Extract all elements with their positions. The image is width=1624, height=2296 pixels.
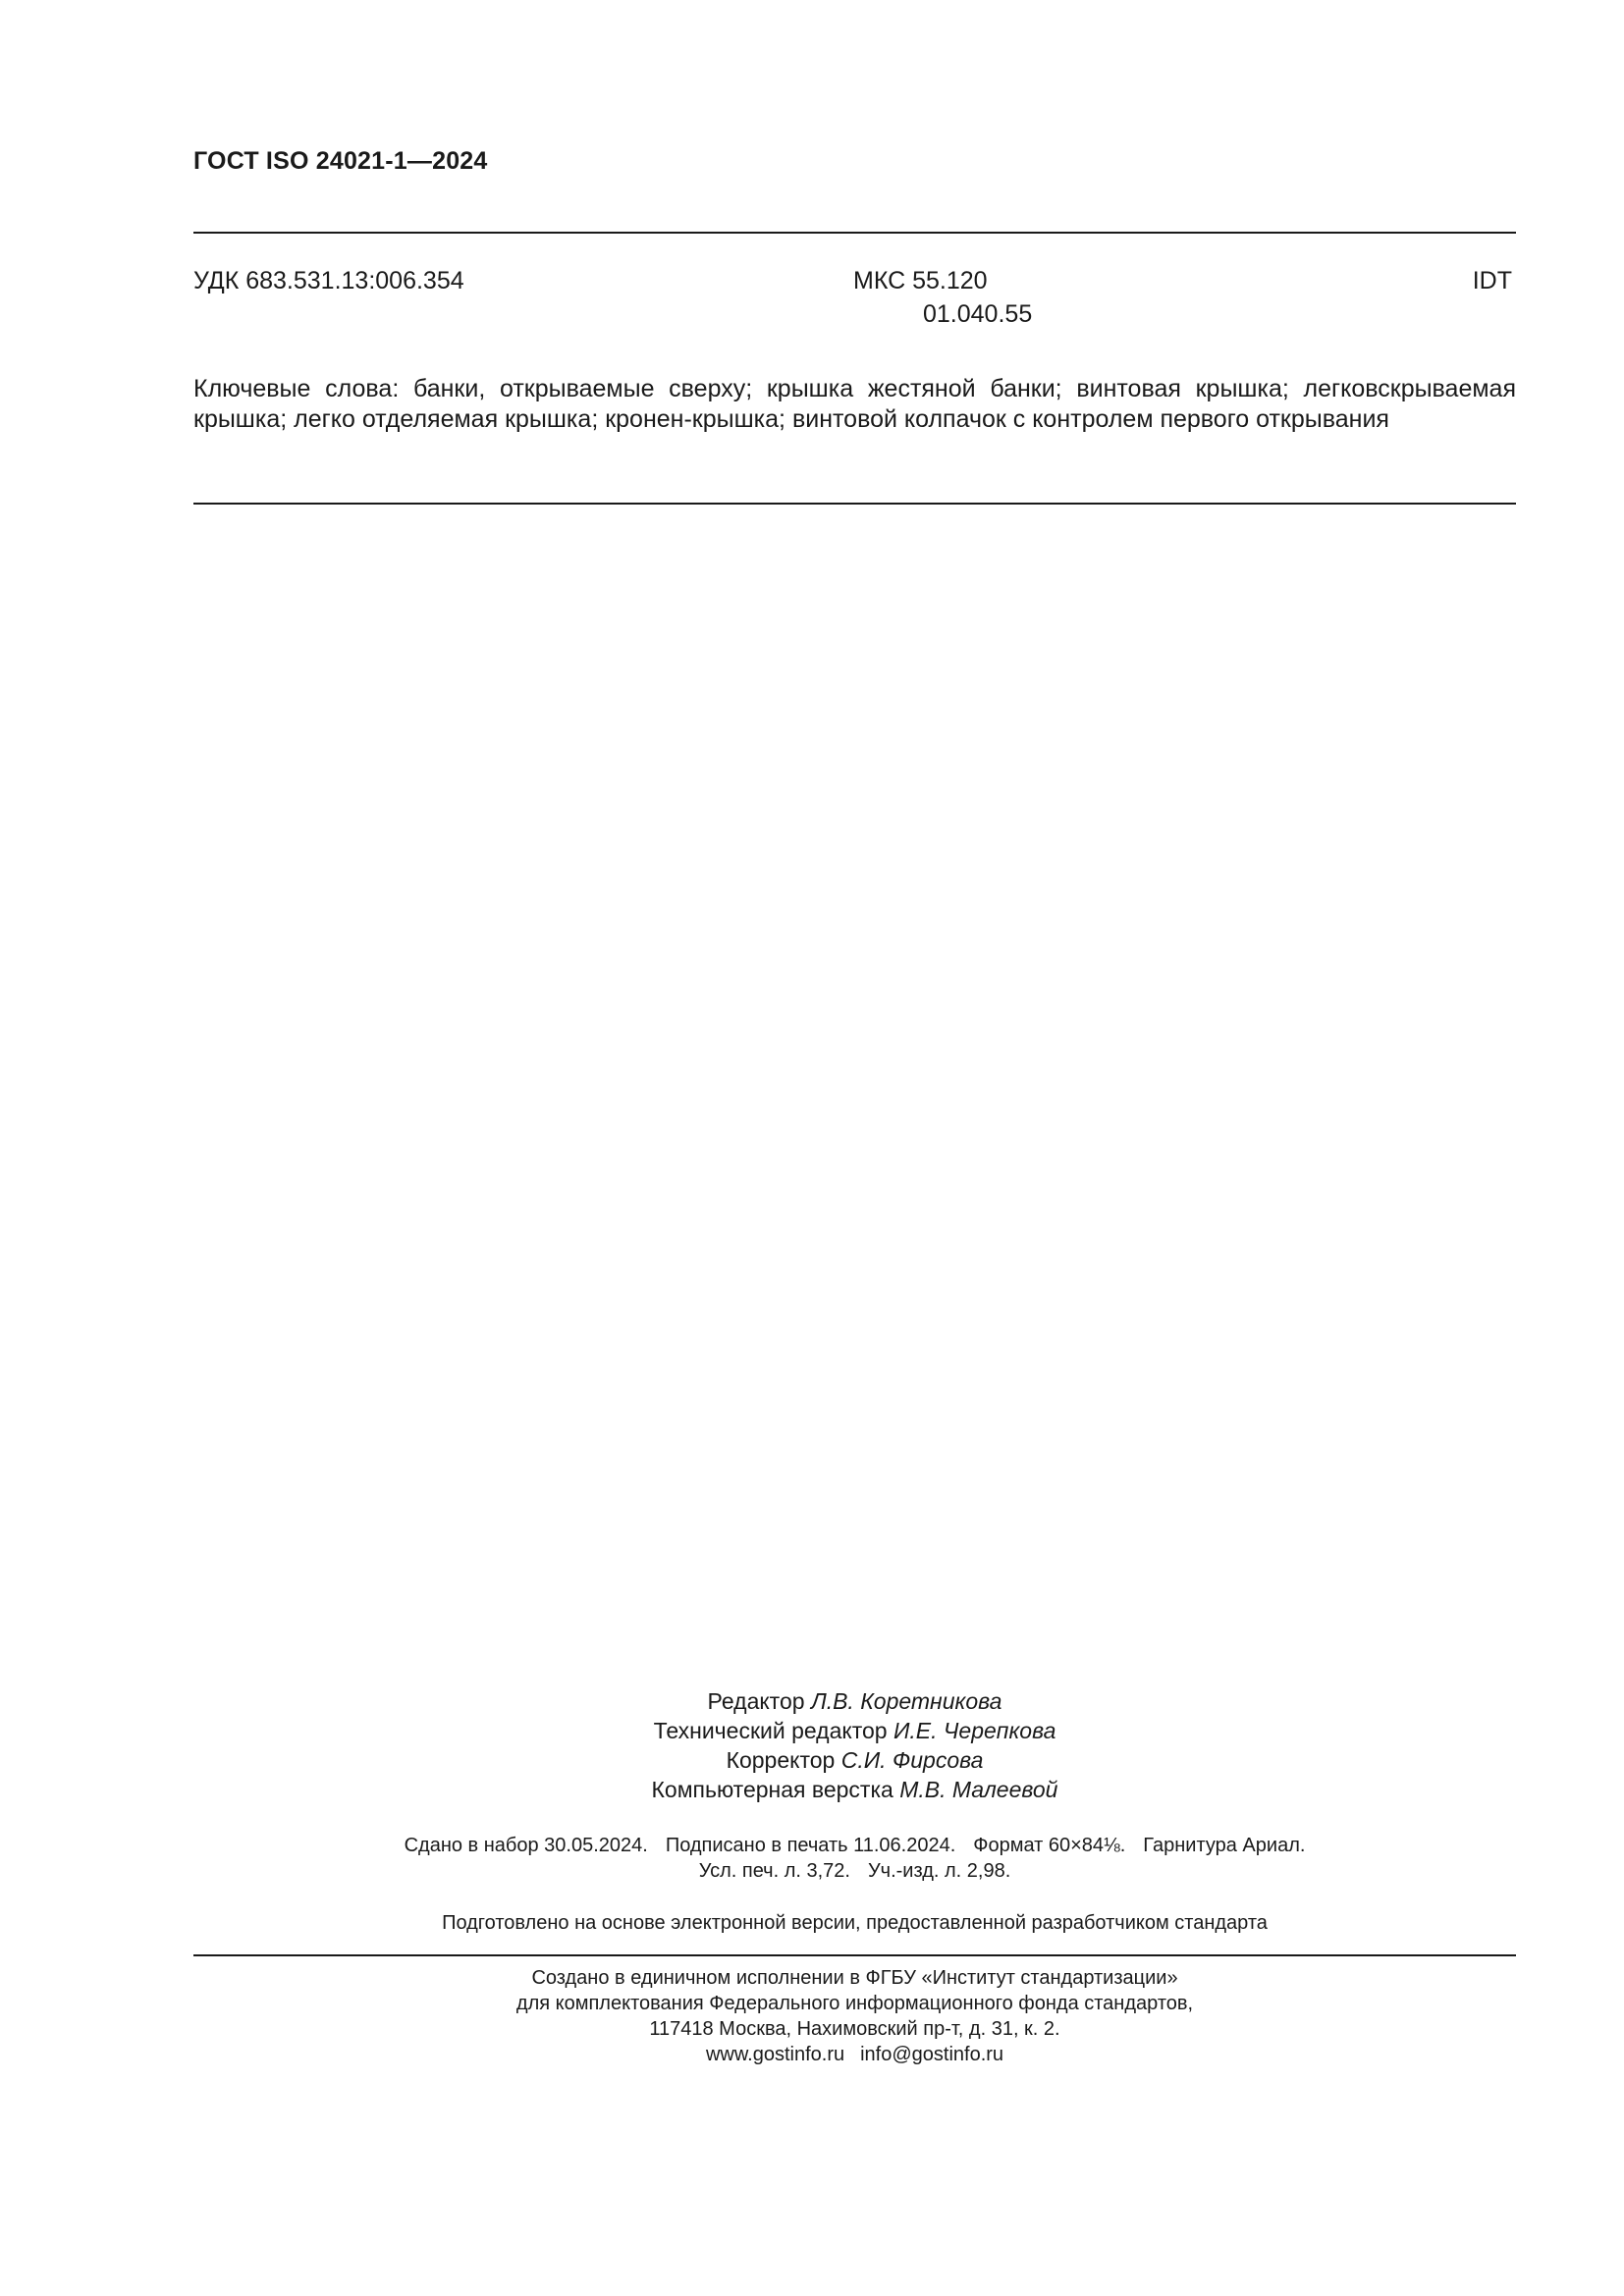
credit-name: С.И. Фирсова — [840, 1747, 984, 1773]
credit-name: Л.В. Коретникова — [810, 1688, 1002, 1714]
udk-code: УДК 683.531.13:006.354 — [193, 267, 464, 294]
editorial-credits — [193, 1686, 1516, 1804]
credit-name: М.В. Малеевой — [899, 1777, 1058, 1802]
bottom-divider — [193, 1954, 1516, 1956]
standard-designation: ГОСТ ISO 24021-1—2024 — [193, 147, 488, 175]
signed-date: Подписано в печать 11.06.2024. — [665, 1835, 956, 1856]
paper-format: Формат 60×84⅛. — [973, 1835, 1126, 1856]
mks-code-secondary: 01.040.55 — [923, 300, 1033, 328]
credit-role: Компьютерная верстка — [651, 1777, 893, 1802]
classification-codes — [193, 267, 1516, 336]
top-divider — [193, 232, 1516, 234]
print-information — [193, 1833, 1516, 1884]
print-info-line1 — [193, 1833, 1516, 1858]
credit-proofreader — [193, 1745, 1516, 1775]
credit-name: И.Е. Черепкова — [893, 1718, 1056, 1743]
equivalence-degree: IDT — [1472, 267, 1512, 294]
print-info-line2 — [193, 1858, 1516, 1884]
print-sheets: Усл. печ. л. 3,72. — [698, 1860, 850, 1882]
prepared-note: Подготовлено на основе электронной версии, предоставленной разработчиком стандарта — [442, 1912, 1268, 1934]
publisher-line: для комплектования Федерального информационного фонда стандартов, — [515, 1993, 1194, 2014]
keywords-paragraph: Ключевые слова: банки, открываемые сверху; крышка жестяной банки; винтовая крышка; легковскрываемая крышка; легко отделяемая крышка; кронен-крышка; винтовой колпачок с контролем первого открывания — [193, 375, 1516, 433]
typeset-date: Сдано в набор 30.05.2024. — [404, 1835, 648, 1856]
email-link[interactable]: info@gostinfo.ru — [860, 2044, 1004, 2065]
credit-role: Технический редактор — [653, 1718, 888, 1743]
publisher-block — [193, 1965, 1516, 2067]
credit-editor — [193, 1686, 1516, 1716]
typeface: Гарнитура Ариал. — [1143, 1835, 1306, 1856]
publisher-sheets: Уч.-изд. л. 2,98. — [867, 1860, 1011, 1882]
website-link[interactable]: www.gostinfo.ru — [705, 2044, 845, 2065]
publisher-address: 117418 Москва, Нахимовский пр-т, д. 31, к. 2. — [649, 2018, 1060, 2040]
publisher-contacts — [193, 2042, 1516, 2067]
credit-layout — [193, 1775, 1516, 1804]
credit-role: Редактор — [707, 1688, 805, 1714]
keywords-divider — [193, 503, 1516, 505]
mks-code-primary: МКС 55.120 — [853, 267, 988, 294]
credit-tech-editor — [193, 1716, 1516, 1745]
publisher-line: Создано в единичном исполнении в ФГБУ «Институт стандартизации» — [531, 1967, 1178, 1989]
credit-role: Корректор — [726, 1747, 836, 1773]
